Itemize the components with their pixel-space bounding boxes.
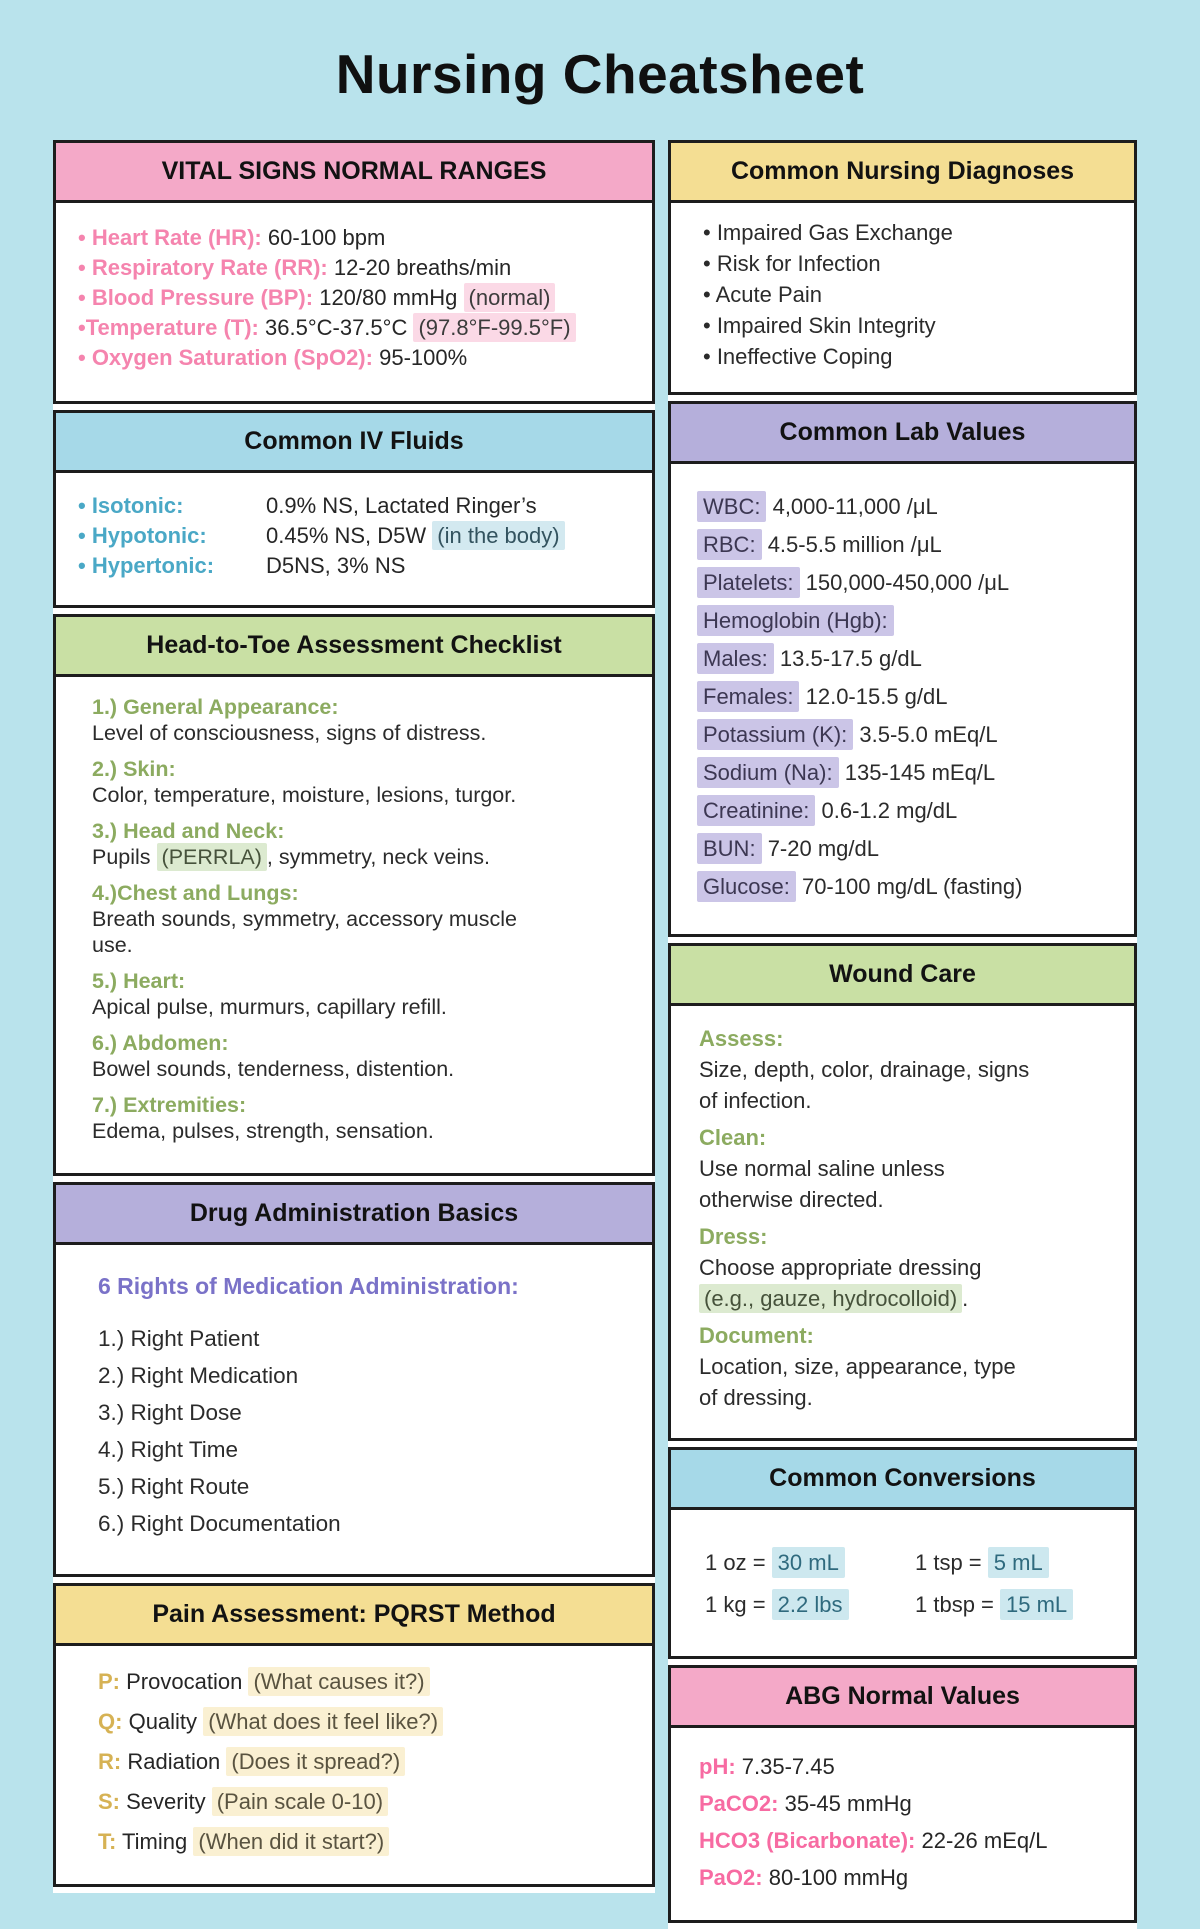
wound-label: Document:: [699, 1323, 814, 1348]
abg-label: PaCO2:: [699, 1791, 779, 1816]
section-title: Common IV Fluids: [56, 413, 652, 473]
iv-label: • Isotonic:: [78, 493, 184, 518]
diagnosis-item: • Ineffective Coping: [703, 344, 893, 369]
lab-label: Sodium (Na):: [697, 757, 839, 788]
wound-line2-text: otherwise directed.: [699, 1187, 884, 1212]
abg-value: 22-26 mEq/L: [921, 1828, 1048, 1853]
checklist-text-pre: Apical pulse, murmurs, capillary refill.: [92, 995, 447, 1019]
drug-right-item: 3.) Right Dose: [98, 1400, 242, 1425]
lab-value: 150,000-450,000 /μL: [805, 570, 1010, 595]
section-drug-administration: [53, 1182, 655, 1577]
lab-label: BUN:: [697, 833, 762, 864]
section-lab-values: [668, 401, 1137, 937]
iv-label: • Hypertonic:: [78, 553, 215, 578]
pqrst-body: [56, 1646, 652, 1884]
wound-label: Clean:: [699, 1125, 767, 1150]
vital-value: 60-100 bpm: [267, 225, 386, 250]
wound-item: [699, 1222, 1118, 1314]
highlight: (97.8°F-99.5°F): [413, 313, 575, 342]
vital-row: [78, 283, 636, 313]
iv-label: • Hypotonic:: [78, 523, 207, 548]
lab-label: Platelets:: [697, 567, 800, 598]
vital-label: •Temperature (T):: [78, 315, 259, 340]
diagnosis-item: • Impaired Skin Integrity: [703, 313, 936, 338]
vital-label: • Respiratory Rate (RR):: [78, 255, 328, 280]
pqrst-word: Provocation: [126, 1669, 243, 1694]
checklist-text: [92, 844, 632, 870]
checklist-text: [92, 1056, 632, 1082]
drug-right-item: 5.) Right Route: [98, 1474, 250, 1499]
vital-label: • Oxygen Saturation (SpO2):: [78, 345, 373, 370]
vital-value: 12-20 breaths/min: [333, 255, 512, 280]
pqrst-row: [98, 1702, 632, 1742]
lab-row: [697, 868, 1120, 906]
abg-value: 80-100 mmHg: [768, 1865, 909, 1890]
conversions-body: [671, 1510, 1134, 1656]
section-pqrst: [53, 1583, 655, 1887]
abg-label: PaO2:: [699, 1865, 763, 1890]
abg-row: [699, 1822, 1120, 1859]
checklist-text: [92, 1118, 632, 1144]
wound-line2-text: of infection.: [699, 1088, 812, 1113]
diagnosis-item: • Impaired Gas Exchange: [703, 220, 953, 245]
abg-row: [699, 1785, 1120, 1822]
head-to-toe-body: [56, 677, 652, 1173]
pqrst-word: Severity: [126, 1789, 206, 1814]
checklist-label: 2.) Skin:: [92, 757, 176, 781]
wound-text-line1: Location, size, appearance, type: [699, 1354, 1016, 1379]
section-title: Common Lab Values: [671, 404, 1134, 464]
checklist-text-pre: Edema, pulses, strength, sensation.: [92, 1119, 434, 1143]
lab-label: Glucose:: [697, 871, 796, 902]
lab-row: [697, 488, 1120, 526]
checklist-text: [92, 906, 632, 932]
conversion-value: 5 mL: [988, 1547, 1049, 1578]
iv-fluids-body: [56, 473, 652, 605]
wound-item: [699, 1321, 1118, 1413]
section-head-to-toe: [53, 614, 655, 1176]
checklist-text-pre: Pupils: [92, 845, 151, 869]
abg-value: 7.35-7.45: [741, 1754, 835, 1779]
lab-row: [697, 830, 1120, 868]
lab-row: [697, 526, 1120, 564]
checklist-item: [92, 1031, 632, 1082]
lab-value: 13.5-17.5 g/dL: [779, 646, 922, 671]
wound-care-body: [671, 1006, 1134, 1438]
vital-row: [78, 223, 636, 253]
diagnosis-item: • Risk for Infection: [703, 251, 881, 276]
highlight: (When did it start?): [193, 1827, 389, 1856]
checklist-label: 1.) General Appearance:: [92, 695, 339, 719]
conversion-equation: 1 oz =: [705, 1550, 766, 1575]
iv-value: [266, 521, 565, 551]
conversion-equation: 1 kg =: [705, 1592, 766, 1617]
highlight: (normal): [464, 283, 556, 312]
highlight: (e.g., gauze, hydrocolloid): [699, 1284, 962, 1313]
lab-label: WBC:: [697, 491, 766, 522]
section-title: Wound Care: [671, 946, 1134, 1006]
checklist-text-pre: Breath sounds, symmetry, accessory muscle: [92, 907, 517, 931]
checklist-item: [92, 757, 632, 808]
lab-label: Creatinine:: [697, 795, 815, 826]
conversion-cell: [705, 1546, 915, 1580]
checklist-item: [92, 969, 632, 1020]
conversion-cell: [705, 1588, 915, 1622]
checklist-text-line2: use.: [92, 933, 133, 957]
iv-row: [78, 521, 636, 551]
section-title: Common Conversions: [671, 1450, 1134, 1510]
checklist-item: [92, 881, 632, 958]
wound-label: Assess:: [699, 1026, 784, 1051]
pqrst-word: Radiation: [127, 1749, 221, 1774]
lab-values-body: [671, 464, 1134, 934]
drug-right-item: 1.) Right Patient: [98, 1326, 260, 1351]
vital-label: • Blood Pressure (BP):: [78, 285, 314, 310]
checklist-text: [92, 994, 632, 1020]
lab-value: 12.0-15.5 g/dL: [805, 684, 948, 709]
highlight: (PERRLA): [157, 843, 267, 871]
vital-label: • Heart Rate (HR):: [78, 225, 262, 250]
conversion-value: 15 mL: [1000, 1589, 1073, 1620]
drug-administration-body: [56, 1245, 652, 1574]
lab-value: 7-20 mg/dL: [767, 836, 879, 861]
checklist-label: 3.) Head and Neck:: [92, 819, 285, 843]
pqrst-word: Quality: [128, 1709, 198, 1734]
lab-label: Potassium (K):: [697, 719, 853, 750]
section-title: Pain Assessment: PQRST Method: [56, 1586, 652, 1646]
wound-label: Dress:: [699, 1224, 768, 1249]
drug-right-item: 6.) Right Documentation: [98, 1511, 341, 1536]
pqrst-letter: R:: [98, 1749, 122, 1774]
wound-text-line1: Size, depth, color, drainage, signs: [699, 1057, 1030, 1082]
checklist-label: 7.) Extremities:: [92, 1093, 247, 1117]
checklist-item: [92, 695, 632, 746]
iv-value: [266, 491, 537, 521]
highlight: (Pain scale 0-10): [212, 1787, 388, 1816]
section-title: VITAL SIGNS NORMAL RANGES: [56, 143, 652, 203]
wound-text-line2: [699, 1184, 1118, 1215]
iv-value-text: 0.45% NS, D5W: [266, 523, 427, 548]
vital-value: 120/80 mmHg: [319, 285, 458, 310]
drug-right-item: 4.) Right Time: [98, 1437, 239, 1462]
conversion-equation: 1 tbsp =: [915, 1592, 994, 1617]
iv-value-text: D5NS, 3% NS: [266, 553, 406, 578]
wound-text-line1: Use normal saline unless: [699, 1156, 945, 1181]
lab-row: [697, 754, 1120, 792]
lab-label: Hemoglobin (Hgb):: [697, 605, 894, 636]
section-title: Head-to-Toe Assessment Checklist: [56, 617, 652, 677]
conversion-cell: [915, 1588, 1120, 1622]
lab-value: 4,000-11,000 /μL: [772, 494, 938, 519]
pqrst-row: [98, 1742, 632, 1782]
conversion-value: 30 mL: [772, 1547, 845, 1578]
conversion-equation: 1 tsp =: [915, 1550, 982, 1575]
iv-row: [78, 551, 636, 581]
diagnosis-item: • Acute Pain: [703, 282, 823, 307]
lab-row: [697, 792, 1120, 830]
pqrst-letter: P:: [98, 1669, 120, 1694]
highlight: (What causes it?): [248, 1667, 429, 1696]
checklist-text-post: , symmetry, neck veins.: [266, 845, 490, 869]
lab-value: 4.5-5.5 million /μL: [767, 532, 942, 557]
nursing-diagnoses-body: [671, 203, 1134, 392]
section-conversions: [668, 1447, 1137, 1659]
lab-row: [697, 602, 1120, 640]
checklist-text-pre: Bowel sounds, tenderness, distention.: [92, 1057, 455, 1081]
checklist-item: [92, 1093, 632, 1144]
iv-value-text: 0.9% NS, Lactated Ringer’s: [266, 493, 537, 518]
wound-item: [699, 1024, 1118, 1116]
wound-line2-text: of dressing.: [699, 1385, 813, 1410]
lab-row: [697, 678, 1120, 716]
vital-row: [78, 343, 636, 373]
abg-label: pH:: [699, 1754, 736, 1779]
vital-row: [78, 313, 636, 343]
section-title: ABG Normal Values: [671, 1668, 1134, 1728]
columns: [0, 140, 1200, 1929]
lab-value: 70-100 mg/dL (fasting): [801, 874, 1023, 899]
pqrst-row: [98, 1782, 632, 1822]
section-title: Common Nursing Diagnoses: [671, 143, 1134, 203]
drug-rights-intro: 6 Rights of Medication Administration:: [98, 1273, 519, 1299]
pqrst-letter: S:: [98, 1789, 120, 1814]
lab-label: RBC:: [697, 529, 762, 560]
checklist-label: 5.) Heart:: [92, 969, 186, 993]
abg-body: [671, 1728, 1134, 1920]
checklist-text: [92, 782, 632, 808]
lab-value: 135-145 mEq/L: [844, 760, 996, 785]
abg-label: HCO3 (Bicarbonate):: [699, 1828, 916, 1853]
lab-row: [697, 564, 1120, 602]
page-title: Nursing Cheatsheet: [335, 43, 865, 105]
lab-label: Females:: [697, 681, 799, 712]
wound-text-line2: [699, 1085, 1118, 1116]
lab-value: 3.5-5.0 mEq/L: [859, 722, 998, 747]
pqrst-row: [98, 1822, 632, 1862]
lab-value: 0.6-1.2 mg/dL: [821, 798, 958, 823]
right-column: [668, 140, 1137, 1929]
iv-value: [266, 551, 405, 581]
checklist-text-pre: Color, temperature, moisture, lesions, turgor.: [92, 783, 517, 807]
checklist-text: [92, 720, 632, 746]
checklist-label: 6.) Abdomen:: [92, 1031, 229, 1055]
checklist-label: 4.)Chest and Lungs:: [92, 881, 299, 905]
section-iv-fluids: [53, 410, 655, 608]
section-title: Drug Administration Basics: [56, 1185, 652, 1245]
abg-row: [699, 1748, 1120, 1785]
vital-row: [78, 253, 636, 283]
section-nursing-diagnoses: [668, 140, 1137, 395]
conversion-cell: [915, 1546, 1120, 1580]
highlight: (What does it feel like?): [203, 1707, 443, 1736]
abg-row: [699, 1859, 1120, 1896]
conversion-value: 2.2 lbs: [772, 1589, 849, 1620]
wound-text-line2: [699, 1382, 1118, 1413]
section-vital-signs: [53, 140, 655, 404]
vital-signs-body: [56, 203, 652, 401]
lab-row: [697, 716, 1120, 754]
drug-right-item: 2.) Right Medication: [98, 1363, 299, 1388]
abg-value: 35-45 mmHg: [784, 1791, 912, 1816]
iv-row: [78, 491, 636, 521]
section-abg: [668, 1665, 1137, 1923]
vital-value: 36.5°C-37.5°C: [265, 315, 408, 340]
wound-text-line2: [699, 1283, 1118, 1314]
wound-line2-post: .: [962, 1286, 969, 1311]
highlight: (in the body): [432, 521, 564, 550]
wound-text-line1: Choose appropriate dressing: [699, 1255, 982, 1280]
section-wound-care: [668, 943, 1137, 1441]
pqrst-word: Timing: [122, 1829, 188, 1854]
checklist-text-pre: Level of consciousness, signs of distress.: [92, 721, 487, 745]
wound-item: [699, 1123, 1118, 1215]
vital-value: 95-100%: [379, 345, 468, 370]
checklist-item: [92, 819, 632, 870]
lab-label: Males:: [697, 643, 774, 674]
pqrst-letter: T:: [98, 1829, 117, 1854]
left-column: [53, 140, 655, 1893]
pqrst-row: [98, 1662, 632, 1702]
highlight: (Does it spread?): [226, 1747, 405, 1776]
lab-row: [697, 640, 1120, 678]
pqrst-letter: Q:: [98, 1709, 123, 1734]
